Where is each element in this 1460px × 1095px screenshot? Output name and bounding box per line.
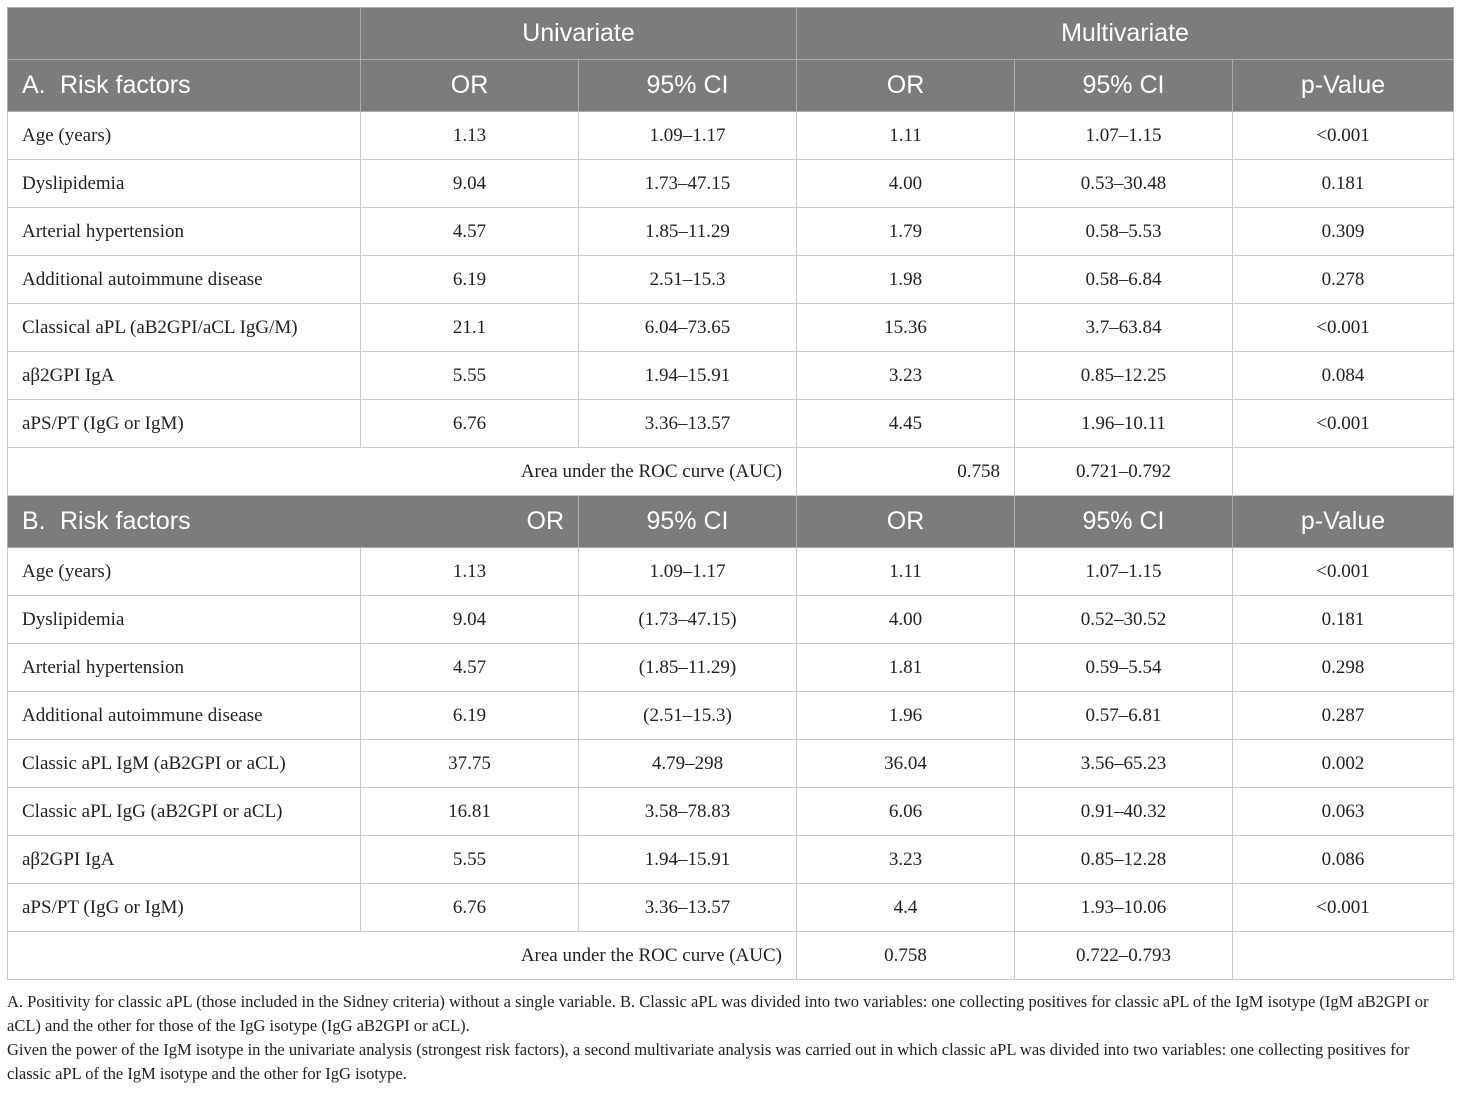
- multivariate-or: 1.81: [797, 644, 1015, 692]
- univariate-or: 6.76: [361, 400, 579, 448]
- table-footnotes: [7, 990, 1455, 1086]
- univariate-or: 4.57: [361, 644, 579, 692]
- multivariate-or: 1.98: [797, 256, 1015, 304]
- table-row: [8, 740, 1454, 788]
- multivariate-ci: 1.07–1.15: [1015, 548, 1233, 596]
- univariate-ci: 1.94–15.91: [579, 836, 797, 884]
- section-a-col-or-multi: OR: [797, 60, 1015, 112]
- multivariate-ci: 1.96–10.11: [1015, 400, 1233, 448]
- auc-empty-cell: [1233, 932, 1454, 980]
- table-row: [8, 692, 1454, 740]
- univariate-ci: (2.51–15.3): [579, 692, 797, 740]
- table-row: [8, 400, 1454, 448]
- multivariate-or: 1.96: [797, 692, 1015, 740]
- risk-factor-label: Classic aPL IgG (aB2GPI or aCL): [8, 788, 361, 836]
- univariate-or: 6.19: [361, 692, 579, 740]
- section-b-col-p: p-Value: [1233, 496, 1454, 548]
- p-value: 0.181: [1233, 160, 1454, 208]
- table-row: [8, 788, 1454, 836]
- multivariate-or: 3.23: [797, 836, 1015, 884]
- footnote-2: Given the power of the IgM isotype in the univariate analysis (strongest risk factors), a second multivariate analysis was carried out in which classic aPL was divided into two variables: one collecting positives for classic aPL of the IgM isotype and the other for IgG isotype.: [7, 1040, 1410, 1083]
- univariate-ci: 3.36–13.57: [579, 400, 797, 448]
- group-header-row: [8, 8, 1454, 60]
- univariate-ci: 6.04–73.65: [579, 304, 797, 352]
- multivariate-ci: 3.56–65.23: [1015, 740, 1233, 788]
- multivariate-ci: 1.93–10.06: [1015, 884, 1233, 932]
- univariate-ci: 3.36–13.57: [579, 884, 797, 932]
- auc-value: 0.758: [797, 448, 1015, 496]
- auc-row: [8, 932, 1454, 980]
- table-row: [8, 160, 1454, 208]
- univariate-or: 21.1: [361, 304, 579, 352]
- multivariate-or: 1.11: [797, 112, 1015, 160]
- univariate-ci: 1.94–15.91: [579, 352, 797, 400]
- multivariate-ci: 0.57–6.81: [1015, 692, 1233, 740]
- multivariate-ci: 0.59–5.54: [1015, 644, 1233, 692]
- table-row: [8, 548, 1454, 596]
- section-b-col-ci: 95% CI: [579, 496, 797, 548]
- p-value: <0.001: [1233, 548, 1454, 596]
- auc-label: Area under the ROC curve (AUC): [8, 932, 797, 980]
- risk-factor-label: Classical aPL (aB2GPI/aCL IgG/M): [8, 304, 361, 352]
- p-value: 0.063: [1233, 788, 1454, 836]
- section-a-title-text: Risk factors: [60, 71, 191, 99]
- section-b-header-row: [8, 496, 1454, 548]
- univariate-or: 9.04: [361, 596, 579, 644]
- univariate-or: 37.75: [361, 740, 579, 788]
- univariate-ci: (1.85–11.29): [579, 644, 797, 692]
- univariate-ci: (1.73–47.15): [579, 596, 797, 644]
- multivariate-or: 6.06: [797, 788, 1015, 836]
- risk-factor-label: aPS/PT (IgG or IgM): [8, 884, 361, 932]
- section-a-letter: A.: [22, 71, 46, 99]
- univariate-ci: 1.73–47.15: [579, 160, 797, 208]
- multivariate-or: 1.79: [797, 208, 1015, 256]
- univariate-or: 5.55: [361, 836, 579, 884]
- multivariate-ci: 0.58–5.53: [1015, 208, 1233, 256]
- univariate-or: 1.13: [361, 112, 579, 160]
- risk-factor-label: Arterial hypertension: [8, 208, 361, 256]
- section-a-col-or: OR: [361, 60, 579, 112]
- multivariate-ci: 0.85–12.25: [1015, 352, 1233, 400]
- table-row: [8, 596, 1454, 644]
- p-value: 0.298: [1233, 644, 1454, 692]
- multivariate-or: 36.04: [797, 740, 1015, 788]
- risk-factor-label: Classic aPL IgM (aB2GPI or aCL): [8, 740, 361, 788]
- risk-factor-label: Additional autoimmune disease: [8, 692, 361, 740]
- multivariate-or: 15.36: [797, 304, 1015, 352]
- section-a-title: [8, 60, 361, 112]
- multivariate-or: 1.11: [797, 548, 1015, 596]
- risk-factor-label: Dyslipidemia: [8, 596, 361, 644]
- table-row: [8, 208, 1454, 256]
- univariate-ci: 4.79–298: [579, 740, 797, 788]
- auc-value: 0.758: [797, 932, 1015, 980]
- risk-factor-table-container: [7, 7, 1453, 980]
- univariate-or: 6.76: [361, 884, 579, 932]
- p-value: <0.001: [1233, 112, 1454, 160]
- univariate-ci: 1.85–11.29: [579, 208, 797, 256]
- p-value: <0.001: [1233, 400, 1454, 448]
- univariate-or: 5.55: [361, 352, 579, 400]
- footnote-1: A. Positivity for classic aPL (those included in the Sidney criteria) without a single variable. B. Classic aPL was divided into two variables: one collecting positives for classic aPL of the IgM isotype (IgM aB2GPI or aCL) and the other for those of the IgG isotype (IgG aB2GPI or aCL).: [7, 992, 1429, 1035]
- p-value: 0.181: [1233, 596, 1454, 644]
- section-b-col-or: OR: [526, 507, 564, 535]
- risk-factor-label: aPS/PT (IgG or IgM): [8, 400, 361, 448]
- univariate-ci: 3.58–78.83: [579, 788, 797, 836]
- risk-factor-table: [7, 7, 1454, 980]
- section-b-col-or-multi: OR: [797, 496, 1015, 548]
- auc-ci: 0.722–0.793: [1015, 932, 1233, 980]
- risk-factor-label: Dyslipidemia: [8, 160, 361, 208]
- table-row: [8, 644, 1454, 692]
- multivariate-ci: 1.07–1.15: [1015, 112, 1233, 160]
- risk-factor-label: Age (years): [8, 112, 361, 160]
- empty-header-cell: [8, 8, 361, 60]
- univariate-ci: 1.09–1.17: [579, 112, 797, 160]
- univariate-ci: 2.51–15.3: [579, 256, 797, 304]
- p-value: <0.001: [1233, 884, 1454, 932]
- table-row: [8, 836, 1454, 884]
- p-value: 0.287: [1233, 692, 1454, 740]
- p-value: 0.002: [1233, 740, 1454, 788]
- section-b-col-ci-multi: 95% CI: [1015, 496, 1233, 548]
- table-row: [8, 112, 1454, 160]
- section-a: [8, 60, 1454, 496]
- multivariate-ci: 0.91–40.32: [1015, 788, 1233, 836]
- p-value: 0.084: [1233, 352, 1454, 400]
- section-a-col-ci: 95% CI: [579, 60, 797, 112]
- univariate-or: 4.57: [361, 208, 579, 256]
- univariate-or: 16.81: [361, 788, 579, 836]
- multivariate-or: 4.45: [797, 400, 1015, 448]
- section-b: [8, 496, 1454, 980]
- multivariate-or: 3.23: [797, 352, 1015, 400]
- multivariate-ci: 0.85–12.28: [1015, 836, 1233, 884]
- multivariate-ci: 0.53–30.48: [1015, 160, 1233, 208]
- multivariate-or: 4.00: [797, 160, 1015, 208]
- risk-factor-label: aβ2GPI IgA: [8, 352, 361, 400]
- univariate-or: 6.19: [361, 256, 579, 304]
- univariate-or: 1.13: [361, 548, 579, 596]
- table-row: [8, 256, 1454, 304]
- risk-factor-label: Additional autoimmune disease: [8, 256, 361, 304]
- section-a-col-ci-multi: 95% CI: [1015, 60, 1233, 112]
- section-a-header-row: [8, 60, 1454, 112]
- multivariate-ci: 0.52–30.52: [1015, 596, 1233, 644]
- multivariate-ci: 0.58–6.84: [1015, 256, 1233, 304]
- auc-empty-cell: [1233, 448, 1454, 496]
- auc-label: Area under the ROC curve (AUC): [8, 448, 797, 496]
- risk-factor-label: aβ2GPI IgA: [8, 836, 361, 884]
- multivariate-ci: 3.7–63.84: [1015, 304, 1233, 352]
- univariate-or: 9.04: [361, 160, 579, 208]
- section-b-title: [8, 496, 579, 548]
- univariate-ci: 1.09–1.17: [579, 548, 797, 596]
- table-row: [8, 304, 1454, 352]
- table-row: [8, 884, 1454, 932]
- multivariate-or: 4.4: [797, 884, 1015, 932]
- multivariate-or: 4.00: [797, 596, 1015, 644]
- section-b-title-text: Risk factors: [60, 507, 191, 535]
- p-value: 0.309: [1233, 208, 1454, 256]
- p-value: 0.086: [1233, 836, 1454, 884]
- risk-factor-label: Age (years): [8, 548, 361, 596]
- multivariate-header: Multivariate: [797, 8, 1454, 60]
- p-value: 0.278: [1233, 256, 1454, 304]
- section-a-col-p: p-Value: [1233, 60, 1454, 112]
- auc-row: [8, 448, 1454, 496]
- risk-factor-label: Arterial hypertension: [8, 644, 361, 692]
- section-b-letter: B.: [22, 507, 46, 535]
- table-row: [8, 352, 1454, 400]
- p-value: <0.001: [1233, 304, 1454, 352]
- univariate-header: Univariate: [361, 8, 797, 60]
- auc-ci: 0.721–0.792: [1015, 448, 1233, 496]
